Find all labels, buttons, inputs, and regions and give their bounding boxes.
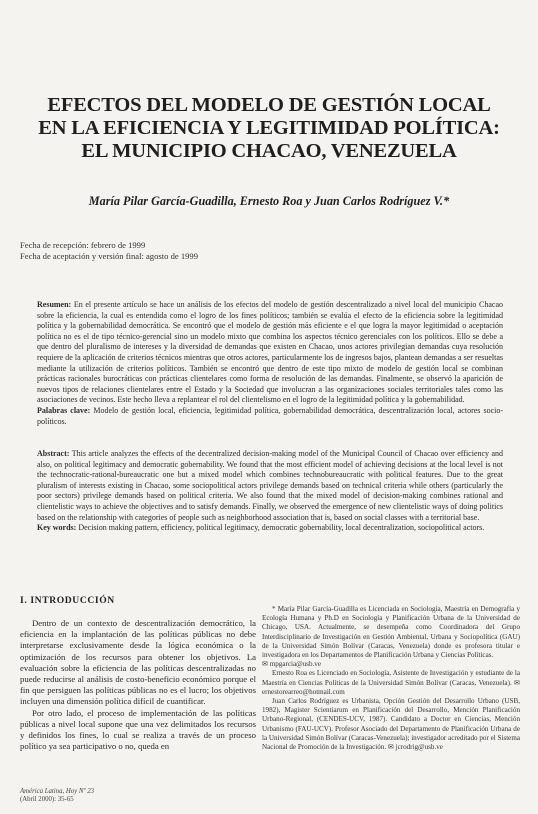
body-column-left [20, 618, 256, 752]
resumen-text: En el presente artículo se hace un análisis de los efectos del modelo de gestión descentralizado a nivel local del municipio Chacao sobre la eficiencia, la cual es entendida como el logro de los fines políticos; también se evalúa el efecto de la eficiencia sobre la legitimidad política y la gobernabilidad democrática. Se encontró que el modelo de gestión más eficiente e el que logra la mayor legitimidad o aceptación política no es el de tipo técnico-gerencial sino un modelo mixto que combina los aspectos técnico gerenciales con los políticos. Ello se debe a que dentro del pluralismo de intereses y la diversidad de demandas que existen en Chacao, unos actores privilegian demandas cuya resolución requiere de la aplicación de criterios técnicos mientras que otros actores, particularmente los de ingresos bajos, plantean demandas a ser resueltas mediante la utilización de criterios políticos. También se encontró que dentro de este tipo mixto de modelo de gestión local se combinan prácticas racionales burocráticas con prácticas clientelares como forma de resolución de las demandas. Finalmente, se observó la aparición de nuevos tipos de relaciones clientelares entre el Estado y la Sociedad que involucran a las organizaciones sociales territoriales tales como las asociaciones de vecinos. Este hecho lleva a replantear el rol del clientelismo en el logro de la legitimidad política y la gobernabilidad. [37, 300, 503, 405]
title-line-2: EN LA EFICIENCIA Y LEGITIMIDAD POLÍTICA: [38, 117, 500, 139]
palabras-clave-text: Modelo de gestión local, eficiencia, legitimidad política, gobernabilidad democrática, descentralización local, actores socio-políticos. [37, 405, 504, 426]
journal-footer [20, 788, 94, 805]
article-title [30, 94, 508, 163]
journal-date-pages: (Abril 2000): 35-65 [20, 796, 74, 804]
accepted-date: Fecha de aceptación y versión final: agosto de 1999 [20, 251, 199, 261]
body-paragraph-2: Por otro lado, el proceso de implementación de las políticas públicas a nivel local supone que una vez delimitados los recursos y definidos los fines, lo cual se realiza a través de un proceso político ya sea participativo o no, queda en [20, 707, 256, 752]
abstract-block [37, 449, 503, 534]
keywords-label: Key words: [37, 523, 77, 533]
abstract-text: This article analyzes the effects of the decentralized decision-making model of the Municipal Council of Chacao over efficiency and also, on political legitimacy and democratic gobernability. We found that the most efficient model of achieving decisions at the local level is not the technocratic-rational-bureaucratic one but a mixed model which combines technobureaucratic with political features. Due to the great pluralism of interests existing in Chacao, some sociopolitical actors privilege demands based on technical criteria while others (particularly the poor sectors) privilege demands based on political criteria. We also found that the mixed model of decision-making combines rational and clientelistic ways to achieve the objectives and to satisfy demands. Finally, we observed the emergence of new clientelistic ways of doing politics based on the relationship with categories of people such as neighborhood association that is, based on social classes with a territorial base. [37, 449, 503, 522]
footnote-rodriguez: Juan Carlos Rodríguez es Urbanista, Opción Gestión del Desarrollo Urbano (USB, 1982), Magister Scientiarum en Planificación del Desarrollo, Mención Planificación Urbano-Regional, (CENDES-UCV, 1987). Candidato a Doctor en Ciencias, Mención Urbanismo (FAU-UCV). Profesor Asociado del Departamento de Planificación Urbana de la Universidad Simón Bolívar (Caracas-Venezuela); investigador acreditado por el Sistema Nacional de Promoción de la Investigación. ✉ jcrodrig@usb.ve [262, 697, 520, 752]
title-line-1: EFECTOS DEL MODELO DE GESTIÓN LOCAL [47, 94, 491, 116]
abstract-label: Abstract: [37, 449, 70, 458]
body-paragraph-1: Dentro de un contexto de descentralización democrático, la eficiencia en la implantación de las políticas públicas no debe interpretarse exclusivamente desde la lógica económica o la optimización de los recursos para obtener los objetivos. La evaluación sobre la eficiencia de las políticas descentralizadas no puede reducirse al análisis de costo-beneficio económico porque el fin que persiguen las políticas públicas no es el lucro; los objetivos incluyen una dimensión política difícil de cuantificar. [20, 618, 256, 707]
footnote-garcia: * María Pilar García-Guadilla es Licenciada en Sociología, Maestría en Demografía y Ecología Humana y Ph.D en Sociología y Planificación Urbana de la Universidad de Chicago, USA. Actualmente, se desempeña como Coordinadora del Grupo Interdisciplinario de Investigación en Gestión Ambiental, Urbana y Sociopolítica (GAU) de la Universidad Simón Bolívar (Caracas, Venezuela) donde es profesora titular e investigadora en los Departamentos de Planificación Urbana y Ciencias Políticas. [262, 605, 520, 660]
article-dates [20, 240, 420, 262]
author-footnotes [262, 605, 520, 752]
palabras-clave-label: Palabras clave: [37, 405, 91, 415]
keywords-text: Decision making pattern, efficiency, political legitimacy, democratic gobernability, local decentralization, sociopolitical actors. [78, 523, 485, 533]
footnote-garcia-email: ✉ mpgarcia@usb.ve [262, 660, 321, 669]
section-heading-introduccion: I. INTRODUCCIÓN [20, 595, 115, 606]
footnote-roa: Ernesto Roa es Licenciado en Sociología, Asistente de Investigación y estudiante de la Maestría en Ciencias Políticas de la Universidad Simón Bolívar (Caracas, Venezuela). ✉ ernestorearreo@hotmail.com [262, 669, 520, 696]
received-date: Fecha de recepción: febrero de 1999 [20, 240, 146, 250]
journal-name: América Latina, Hoy Nº 23 [20, 788, 95, 795]
resumen-label: Resumen: [37, 300, 72, 309]
title-line-3: EL MUNICIPIO CHACAO, VENEZUELA [81, 140, 457, 162]
resumen-block [37, 300, 503, 427]
author-line: María Pilar García-Guadilla, Ernesto Roa y Juan Carlos Rodríguez V.* [88, 194, 450, 208]
